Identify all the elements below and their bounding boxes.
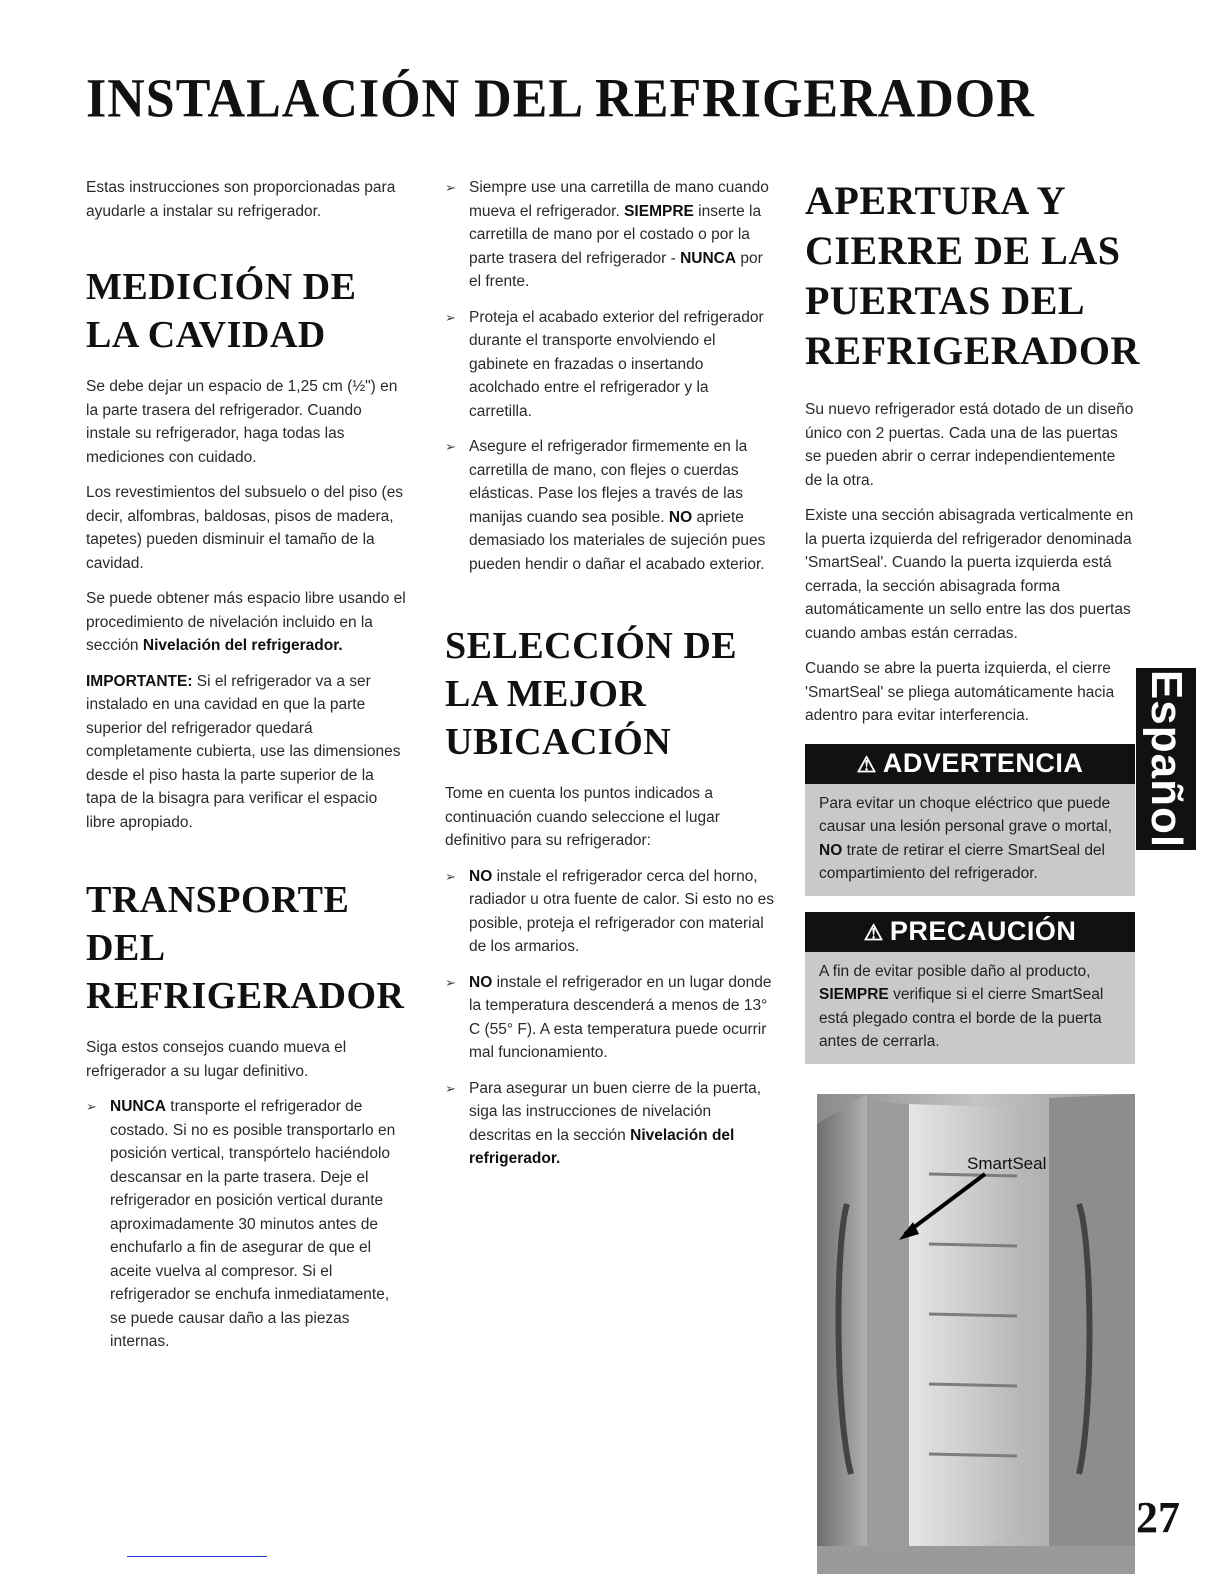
transporte-intro: Siga estos consejos cuando mueva el refrigerador a su lugar definitivo.: [86, 1039, 347, 1080]
list-item: ➢ Para asegurar un buen cierre de la puerta, siga las instrucciones de nivelación descritas en la sección Nivelación del refrigerador.: [445, 1077, 775, 1171]
list-item: ➢ Siempre use una carretilla de mano cuando mueva el refrigerador. SIEMPRE inserte la carretilla de mano por el costado o por la parte trasera del refrigerador - NUNCA por el frente.: [445, 176, 775, 294]
caution-header: ⚠ PRECAUCIÓN: [805, 912, 1135, 952]
warning-triangle-icon: ⚠: [856, 751, 877, 777]
warning-box: [805, 744, 1135, 896]
apertura-paragraph-3: Cuando se abre la puerta izquierda, el cierre 'SmartSeal' se pliega automáticamente hacia adentro para evitar interferencia.: [805, 660, 1115, 724]
intro-text: Estas instrucciones son proporcionadas para ayudarle a instalar su refrigerador.: [86, 179, 396, 220]
heading-medicion: MEDICIÓN DE LA CAVIDAD: [86, 266, 357, 356]
heading-apertura: APERTURA Y CIERRE DE LAS PUERTAS DEL REFRIGERADOR: [805, 178, 1140, 373]
arrow-bullet-icon: ➢: [86, 1099, 97, 1114]
medicion-paragraph-2: Los revestimientos del subsuelo o del piso (es decir, alfombras, baldosas, pisos de madera, tapetes) pueden disminuir el tamaño de la cavidad.: [86, 484, 404, 572]
apertura-paragraph-1: Su nuevo refrigerador está dotado de un diseño único con 2 puertas. Cada una de las puertas se pueden abrir o cerrar independientemente de la otra.: [805, 401, 1134, 489]
column-right: [805, 176, 1140, 1579]
list-item: ➢ Proteja el acabado exterior del refrigerador durante el transporte envolviendo el gabinete en frazadas o insertando acolchado entre el refrigerador y la carretilla.: [445, 306, 775, 424]
refrigerator-illustration: [817, 1094, 1135, 1574]
section-reference: Nivelación del refrigerador.: [142, 637, 343, 654]
smartseal-flap: [871, 1102, 909, 1572]
warning-text: Para evitar un choque eléctrico que puede causar una lesión personal grave o mortal, NO trate de retirar el cierre SmartSeal del compartimiento del refrigerador.: [805, 784, 1135, 896]
caution-box: [805, 912, 1135, 1064]
warning-triangle-icon: ⚠: [863, 919, 884, 945]
column-middle: [445, 176, 775, 1183]
list-item: ➢ Asegure el refrigerador firmemente en la carretilla de mano, con flejes o cuerdas elásticas. Pase los flejes a través de las manijas cuando sea posible. NO apriete demasiado los materiales de sujeción pues pueden hendir o dañar el acabado exterior.: [445, 435, 775, 576]
arrow-bullet-icon: ➢: [445, 439, 456, 454]
transporte-list: [86, 1095, 406, 1354]
page-title: INSTALACIÓN DEL REFRIGERADOR: [86, 69, 1035, 129]
list-item: ➢ NUNCA transporte el refrigerador de costado. Si no es posible transportarlo en posición vertical, transpórtelo haciéndolo descansar en la parte trasera. Deje el refrigerador en posición vertical durante aproximadamente 30 minutos antes de enchufarlo a fin de asegurar de que el aceite vuelva al compresor. Si el refrigerador se enchufa inmediatamente, se puede causar daño a las piezas internas.: [86, 1095, 406, 1354]
importante-paragraph: IMPORTANTE: Si el refrigerador va a ser instalado en una cavidad en que la parte superior del refrigerador quedará completamente cubierta, use las dimensiones desde el piso hasta la parte superior de la tapa de la bisagra para verificar el espacio libre apropiado.: [86, 672, 401, 831]
arrow-bullet-icon: ➢: [445, 180, 456, 195]
column-left: [86, 176, 406, 1366]
heading-transporte: TRANSPORTE DEL REFRIGERADOR: [86, 879, 405, 1017]
transporte-list-continued: [445, 176, 775, 576]
bottom-drawer: [817, 1546, 1135, 1574]
apertura-paragraph-2: Existe una sección abisagrada verticalmente en la puerta izquierda del refrigerador denominada 'SmartSeal'. Cuando la puerta izquierda está cerrada, la sección abisagrada forma automáticamente un sello entre las dos puertas cuando ambas están cerradas.: [805, 507, 1134, 642]
heading-seleccion: SELECCIÓN DE LA MEJOR UBICACIÓN: [445, 625, 738, 763]
footer-line: [127, 1556, 267, 1557]
arrow-bullet-icon: ➢: [445, 309, 456, 325]
list-item: ➢ NO instale el refrigerador cerca del horno, radiador u otra fuente de calor. Si esto no es posible, proteja el refrigerador con material de los armarios.: [445, 865, 775, 959]
arrow-bullet-icon: ➢: [445, 868, 456, 884]
list-item: ➢ NO instale el refrigerador en un lugar donde la temperatura descenderá a menos de 13° C (55° F). A esta temperatura puede ocurrir mal funcionamiento.: [445, 971, 775, 1065]
arrow-bullet-icon: ➢: [445, 974, 456, 990]
caution-text: A fin de evitar posible daño al producto, SIEMPRE verifique si el cierre SmartSeal está plegado contra el borde de la puerta antes de cerrarla.: [805, 952, 1135, 1064]
seleccion-list: [445, 865, 775, 1171]
medicion-paragraph-1: Se debe dejar un espacio de 1,25 cm (½") en la parte trasera del refrigerador. Cuando instale su refrigerador, haga todas las mediciones con cuidado.: [86, 378, 398, 466]
arrow-bullet-icon: ➢: [445, 1080, 456, 1096]
interior: [909, 1104, 1027, 1564]
smartseal-label: SmartSeal: [967, 1153, 1047, 1173]
medicion-paragraph-3: Se puede obtener más espacio libre usando el procedimiento de nivelación incluido en la sección Nivelación del refrigerador.: [86, 590, 406, 654]
importante-label: IMPORTANTE:: [86, 672, 193, 690]
left-door: [817, 1094, 867, 1574]
page-number: 27: [1136, 1493, 1180, 1542]
language-tab: Español: [1136, 668, 1196, 850]
warning-header: ⚠ ADVERTENCIA: [805, 744, 1135, 784]
seleccion-intro: Tome en cuenta los puntos indicados a continuación cuando seleccione el lugar definitivo para su refrigerador:: [445, 785, 720, 849]
